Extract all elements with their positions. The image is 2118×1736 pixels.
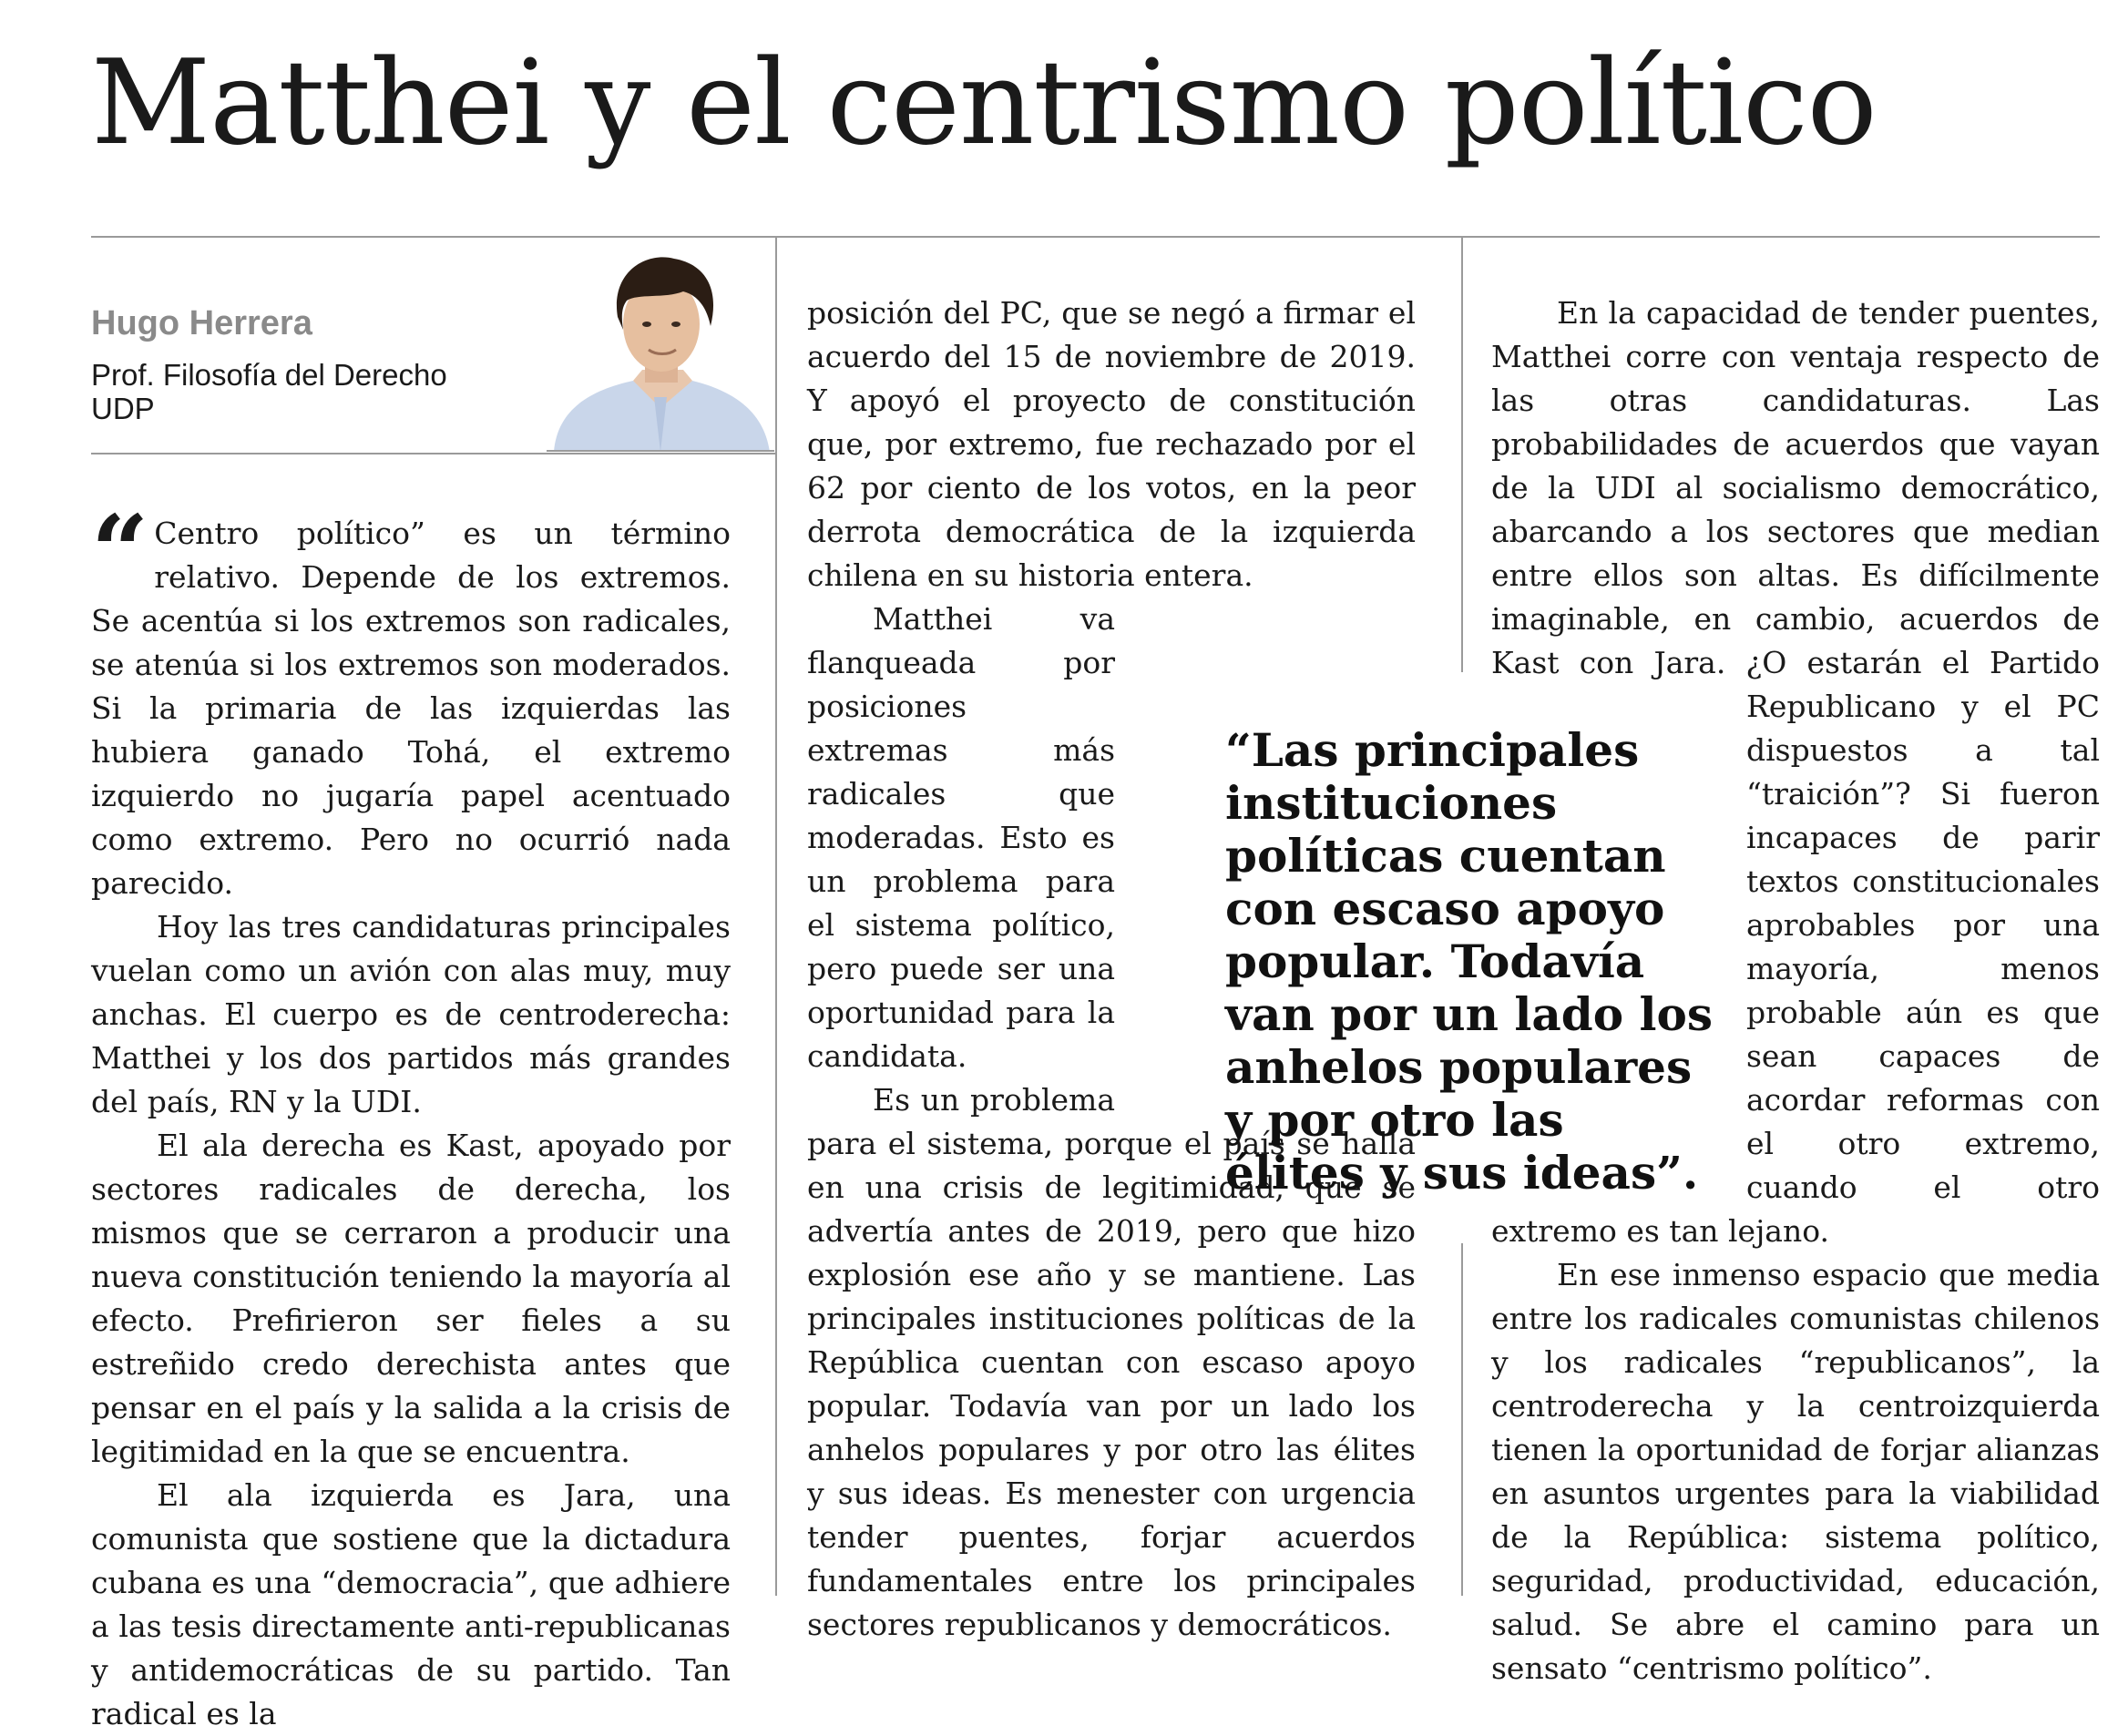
author-name: Hugo Herrera — [91, 304, 312, 342]
column-divider-right-bottom — [1461, 1243, 1463, 1596]
paragraph: Centro político” es un término relativo. Depende de los extremos. Se acentúa si los extremos son radicales, se atenúa si los extremos son moderados. Si la primaria de las izquierdas las hubiera ganado Tohá, el extremo izquierdo no jugaría papel acentuado como extremo. Pero no ocurrió nada parecido. — [91, 516, 731, 901]
paragraph: El ala izquierda es Jara, una comunista que sostiene que la dictadura cubana es una “democracia”, que adhiere a las tesis directamente anti-republicanas y antidemocráticas de su partido. Tan radical es la — [91, 1477, 731, 1731]
paragraph: El ala derecha es Kast, apoyado por sectores radicales de derecha, los mismos que se cerraron a producir una nueva constitución teniendo la mayoría al efecto. Prefirieron ser fieles a su estreñido credo derechista antes que pensar en el país y la salida a la crisis de legitimidad en la que se encuentra. — [91, 1128, 731, 1469]
paragraph: Hoy las tres candidaturas principales vuelan como un avión con alas muy, muy anchas. El cuerpo es de centroderecha: Matthei y los dos partidos más grandes del país, RN y la UDI. — [91, 909, 731, 1119]
author-affiliation: UDP — [91, 392, 155, 425]
pull-quote: “Las principales instituciones políticas cuentan con escaso apoyo popular. Todavía van por un lado los anhelos populares y por otro las élites y sus ideas”. — [1225, 723, 1713, 1200]
column-divider-right-top — [1461, 237, 1463, 672]
headline: Matthei y el centrismo político — [91, 36, 1877, 171]
drop-quote-mark: “ — [91, 493, 149, 610]
article-column-1 — [91, 493, 731, 1736]
column-divider-left — [775, 237, 777, 1596]
author-photo — [547, 253, 774, 452]
paragraph: posición del PC, que se negó a firmar el acuerdo del 15 de noviembre de 2019. Y apoyó el proyecto de constitución que, por extremo, fue rechazado por el 62 por ciento de los votos, en la peor derrota democrática de la izquierda chilena en su historia entera. — [807, 295, 1416, 593]
paragraph: Es un problema para el sistema, porque el país se halla en una crisis de legitimidad, que se advertía antes de 2019, pero que hizo explosión ese año y se mantiene. Las principales instituciones políticas de la República cuentan con escaso apoyo popular. Todavía van por un lado los anhelos populares y por otro las élites y sus ideas. Es menester con urgencia tender puentes, forjar acuerdos fundamentales entre los principales sectores republicanos y democráticos. — [807, 1082, 1416, 1642]
author-title: Prof. Filosofía del Derecho — [91, 358, 447, 392]
paragraph: En ese inmenso espacio que media entre los radicales comunistas chilenos y los radicales “republicanos”, la centroderecha y la centroizquierda tienen la oportunidad de forjar alianzas en asuntos urgentes para la viabilidad de la República: sistema político, seguridad, productividad, educación, salud. Se abre el camino para un sensato “centrismo político”. — [1491, 1257, 2100, 1686]
headline-rule — [91, 236, 2100, 238]
paragraph: Matthei va flanqueada por posiciones extremas más radicales que moderadas. Esto es un problema para el sistema político, pero puede ser una oportunidad para la candidata. — [807, 597, 1416, 1078]
paragraph: En la capacidad de tender puentes, Matthei corre con ventaja respecto de las otras candidaturas. Las probabilidades de acuerdos que vayan de la UDI al socialismo democrático, abarcando a los sectores que median entre ellos son altas. Es difícilmente imaginable, en cambio, acuerdos de Kast con Jara. ¿O estarán el Partido Republicano y el PC dispuestos a tal “traición”? Si fueron incapaces de parir textos constitucionales aprobables por una mayoría, menos probable aún es que sean capaces de acordar reformas con el otro extremo, cuando el otro extremo es tan lejano. — [1491, 295, 2100, 1249]
author-rule — [91, 453, 776, 454]
